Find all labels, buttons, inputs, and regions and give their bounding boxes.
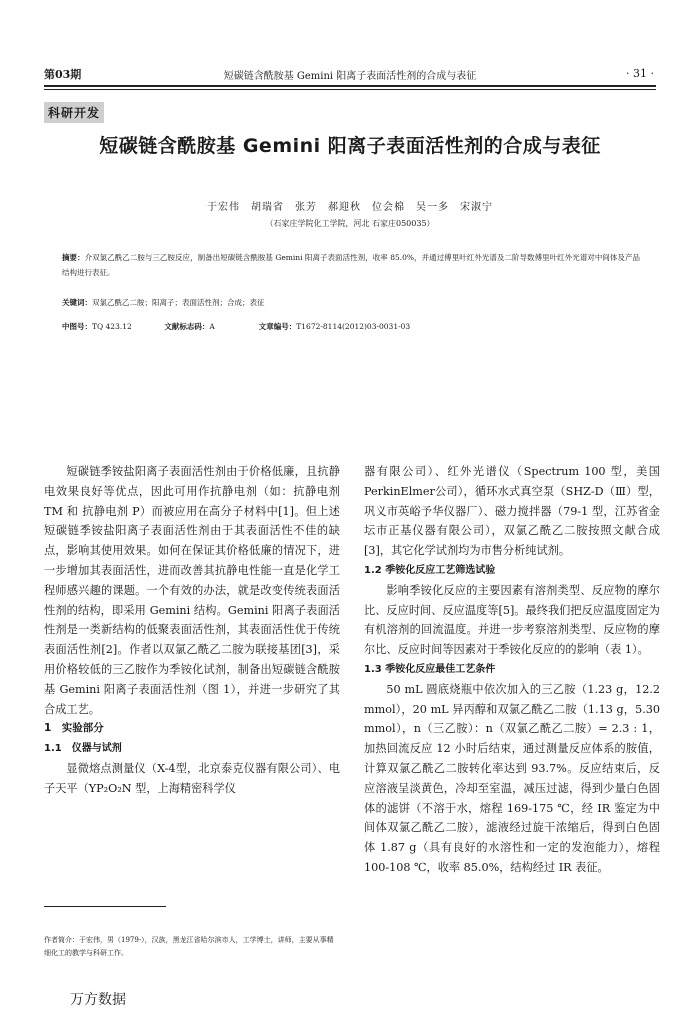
- left-column: [44, 462, 340, 799]
- paper-title: 短碳链含酰胺基 Gemini 阳离子表面活性剂的合成与表征: [99, 135, 601, 157]
- authors: 于宏伟 胡瑞省 张芳 郝迎秋 位会棉 吴一多 宋淑宁: [207, 202, 493, 213]
- abstract: [62, 250, 640, 280]
- header-rule: [44, 85, 656, 87]
- watermark: 万方数据: [70, 992, 126, 1008]
- running-title: 短碳链含酰胺基 Gemini 阳离子表面活性剂的合成与表征: [223, 71, 477, 82]
- footnote-rule: [44, 906, 166, 907]
- keywords: [62, 297, 265, 308]
- clc-label: 中图号：: [62, 322, 92, 331]
- subsection-heading-screening: 1.2 季铵化反应工艺筛选试验: [364, 564, 496, 576]
- instruments-continued-paragraph: 器有限公司）、红外光谱仪（Spectrum 100 型，美国 PerkinElmer公司），循环水式真空泵（SHZ-D（Ⅲ）型，巩义市英峪予华仪器厂）、磁力搅拌器（79-1 型，江苏省金坛市正基仪器有限公司），双氯乙酰乙二胺按照文献合成[3]，其它化学试剂均为市售分析纯试剂。: [364, 465, 660, 558]
- doc-code-label: 文献标志码：: [164, 322, 210, 331]
- page-number: · 31 ·: [626, 67, 654, 80]
- intro-paragraph: 短碳链季铵盐阳离子表面活性剂由于价格低廉，且抗静电效果良好等优点，因此可用作抗静电剂（如：抗静电剂 TM 和 抗静电剂 P）而被应用在高分子材料中[1]。但上述短碳链季铵盐阳离子表面活性剂由于其表面活性不佳的缺点，影响其使用效果。如何在保证其价格低廉的情况下，进一步增加其表面活性，进而改善其抗静电性能一直是化学工程师感兴趣的课题。一个有效的办法，就是改变传统表面活性剂的结构，即采用 Gemini 结构。Gemini 阳离子表面活性剂是一类新结构的低聚表面活性剂，其表面活性优于传统表面活性剂[2]。作者以双氯乙酰乙二胺为联接基团[3]，采用价格较低的三乙胺作为季铵化试剂，制备出短碳链含酰胺基 Gemini 阳离子表面活性剂（图 1），并进一步研究了其合成工艺。: [44, 465, 340, 716]
- doc-code-value: A: [209, 322, 215, 331]
- optimal-conditions-paragraph: 50 mL 圆底烧瓶中依次加入的三乙胺（1.23 g，12.2 mmol），20 mL 异丙醇和双氯乙酰乙二胺（1.13 g，5.30 mmol），n（三乙胺）：n（双氯乙酰乙二胺）= 2.3 : 1，加热回流反应 12 小时后结束，通过测量反应体系的胺值，计算双氯乙酰乙二胺转化率达到 93.7%。反应结束后，反应溶液呈淡黄色，冷却至室温，减压过滤，得到少量白色固体的滤饼（不溶于水，熔程 169-175 ℃，经 IR 鉴定为中间体双氯乙酰乙二胺），滤液经过旋干浓缩后，得到白色固体 1.87 g（具有良好的水溶性和一定的发泡能力），熔程 100-108 ℃，收率 85.0%，结构经过 IR 表征。: [364, 682, 660, 874]
- classification-line: [62, 321, 410, 332]
- right-column: [364, 462, 660, 878]
- abstract-text: 介双氯乙酰乙二胺与三乙胺反应，制备出短碳链含酰胺基 Gemini 阳离子表面活性剂，收率 85.0%，并通过傅里叶红外光谱及二阶导数傅里叶红外光谱对中间体及产品结构进行表征。: [62, 253, 640, 277]
- header-rule-thin: [44, 89, 656, 90]
- clc-value: TQ 423.12: [92, 322, 132, 331]
- author-footnote: 作者简介：于宏伟，男（1979-），汉族，黑龙江省哈尔滨市人，工学博士，讲师，主要从事精细化工的教学与科研工作。: [44, 936, 334, 957]
- journal-issue: 第03期: [44, 68, 82, 81]
- keywords-text: 双氯乙酰乙二胺；阳离子；表面活性剂；合成；表征: [92, 298, 265, 307]
- abstract-label: 摘要：: [62, 253, 85, 262]
- keywords-label: 关键词：: [62, 298, 92, 307]
- article-number-label: 文章编号：: [258, 322, 297, 331]
- section-heading-experimental: 1 实验部分: [44, 722, 104, 735]
- article-number-value: T1672-8114(2012)03-0031-03: [296, 322, 411, 331]
- screening-paragraph: 影响季铵化反应的主要因素有溶剂类型、反应物的摩尔比、反应时间、反应温度等[5]。最终我们把反应温度固定为有机溶剂的回流温度。并进一步考察溶剂类型、反应物的摩尔比、反应时间等因素对于季铵化反应的的影响（表 1）。: [364, 583, 660, 657]
- instruments-paragraph: 显微熔点测量仪（X-4型，北京泰克仪器有限公司）、电子天平（YP₂O₂N 型，上海精密科学仪: [44, 761, 340, 795]
- subsection-heading-instruments: 1.1 仪器与试剂: [44, 743, 122, 755]
- subsection-heading-optimal: 1.3 季铵化反应最佳工艺条件: [364, 663, 496, 675]
- affiliation: （石家庄学院化工学院，河北 石家庄050035）: [265, 219, 435, 228]
- section-tag: 科研开发: [44, 102, 104, 123]
